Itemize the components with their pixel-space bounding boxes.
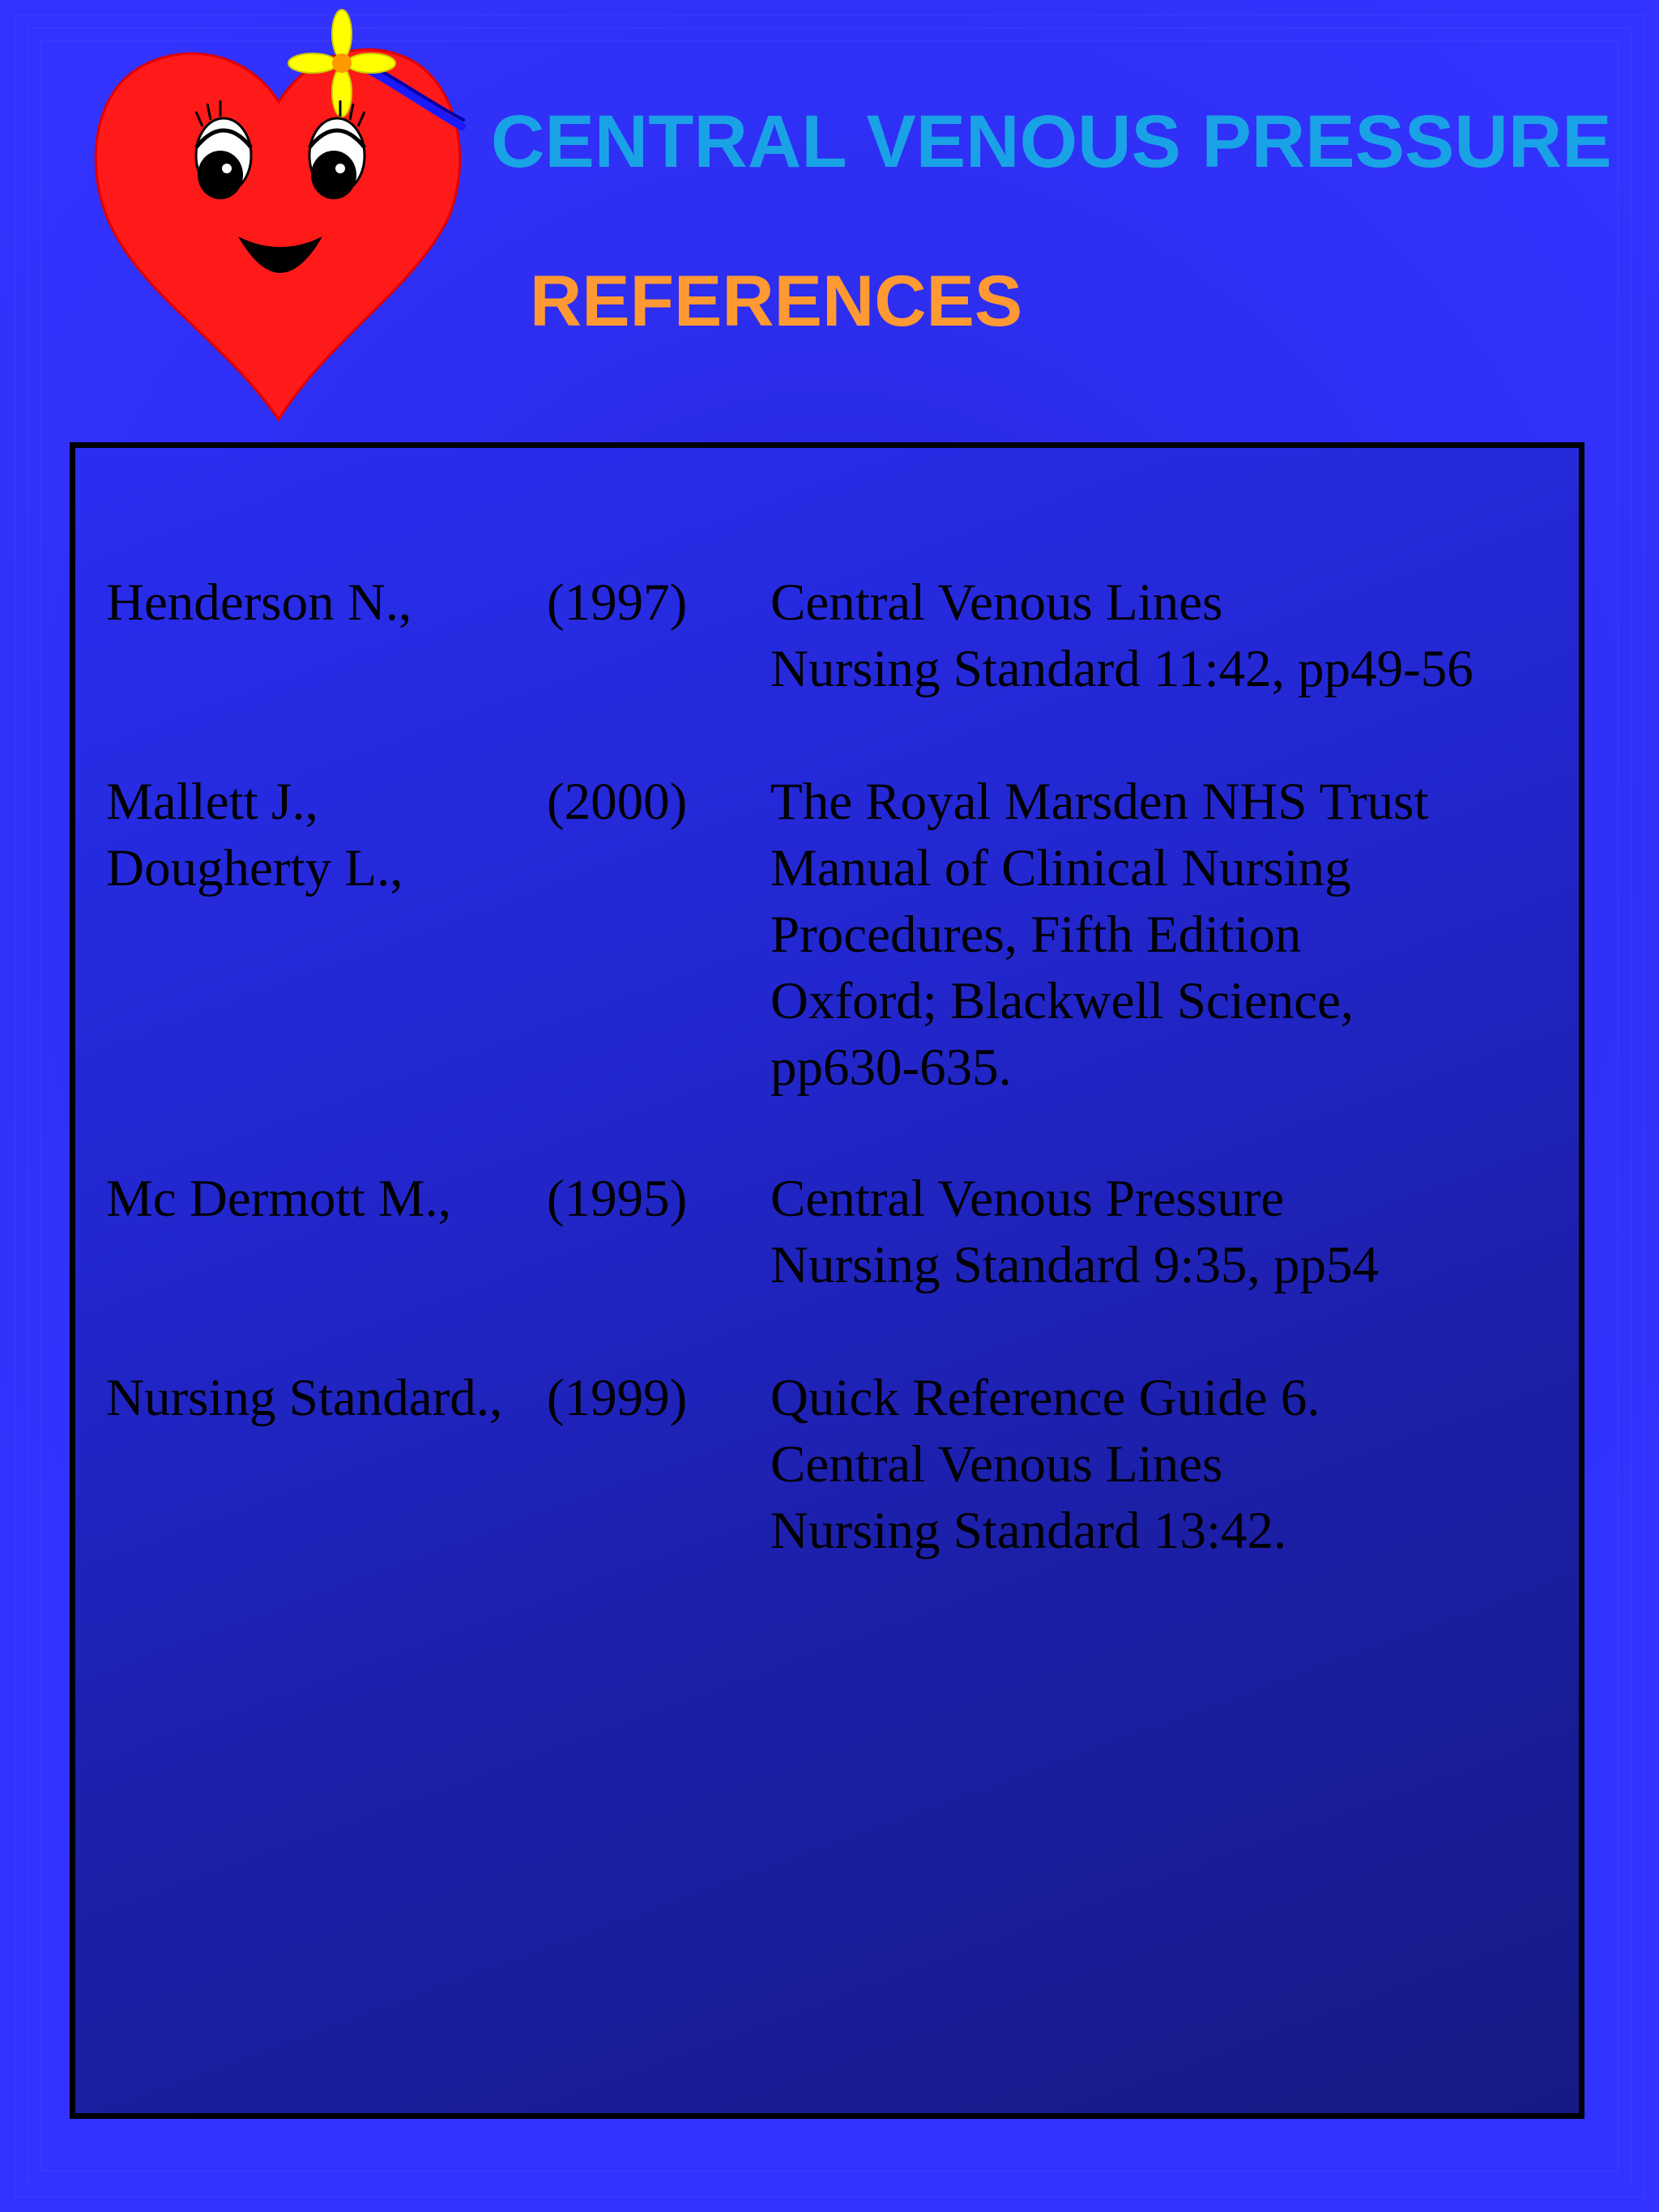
reference-details	[770, 769, 1572, 1101]
detail-line: pp630-635.	[770, 1038, 1012, 1097]
reference-authors	[106, 1365, 608, 1431]
author-line: Nursing Standard.,	[106, 1369, 503, 1427]
reference-year: (1997)	[547, 573, 688, 632]
reference-details	[770, 1365, 1572, 1564]
reference-year: (1999)	[547, 1369, 688, 1427]
reference-details	[770, 569, 1572, 702]
author-line: Mc Dermott M.,	[106, 1170, 452, 1228]
section-heading: REFERENCES	[530, 260, 1023, 341]
page-title: CENTRAL VENOUS PRESSURE	[491, 100, 1612, 183]
author-line: Henderson N.,	[106, 573, 412, 632]
detail-line: Nursing Standard 11:42, pp49-56	[770, 640, 1473, 698]
reference-authors	[106, 569, 608, 636]
detail-line: Manual of Clinical Nursing	[770, 839, 1351, 897]
detail-line: Nursing Standard 13:42.	[770, 1502, 1287, 1560]
detail-line: Central Venous Lines	[770, 1435, 1223, 1494]
reference-authors	[106, 1166, 608, 1232]
references-panel	[70, 442, 1584, 2119]
reference-year: (2000)	[547, 773, 688, 831]
detail-line: The Royal Marsden NHS Trust	[770, 773, 1429, 831]
detail-line: Central Venous Pressure	[770, 1170, 1285, 1228]
author-line: Dougherty L.,	[106, 839, 403, 897]
smiling-heart-with-flower-icon	[87, 5, 478, 423]
detail-line: Procedures, Fifth Edition	[770, 906, 1302, 964]
author-line: Mallett J.,	[106, 773, 318, 831]
detail-line: Central Venous Lines	[770, 573, 1223, 632]
detail-line: Quick Reference Guide 6.	[770, 1369, 1320, 1427]
detail-line: Nursing Standard 9:35, pp54	[770, 1236, 1380, 1294]
reference-authors	[106, 769, 608, 901]
detail-line: Oxford; Blackwell Science,	[770, 972, 1354, 1030]
reference-details	[770, 1166, 1572, 1298]
reference-year: (1995)	[547, 1170, 688, 1228]
